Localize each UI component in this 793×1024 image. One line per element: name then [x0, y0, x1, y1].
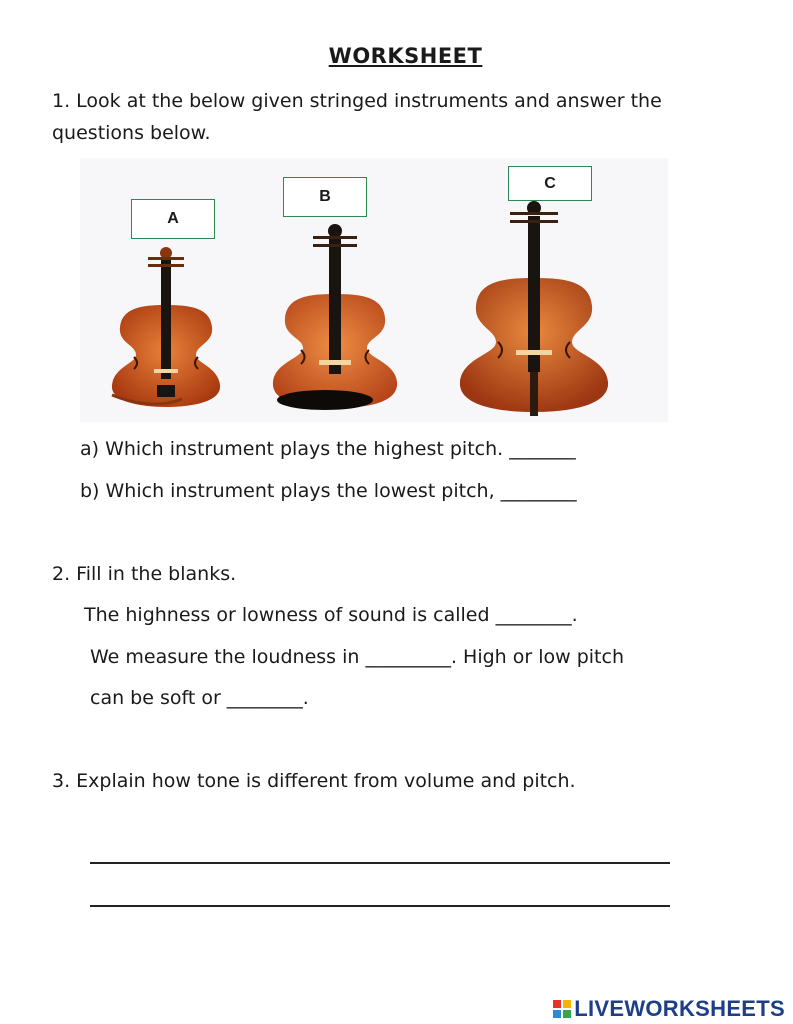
label-box-b: B	[283, 177, 367, 217]
worksheet-title: WORKSHEET	[328, 44, 483, 68]
brand-mark-icon	[553, 1000, 571, 1018]
violin-a-image	[104, 245, 228, 410]
fill-blank-line-1: The highness or lowness of sound is called ________.	[84, 604, 578, 626]
question-2-heading: 2. Fill in the blanks.	[52, 563, 237, 585]
question-1b: b) Which instrument plays the lowest pitch, ________	[80, 480, 577, 502]
liveworksheets-logo	[553, 996, 785, 1022]
question-1-line-1: 1. Look at the below given stringed instruments and answer the	[52, 90, 662, 112]
answer-line-2	[90, 905, 670, 907]
question-1a: a) Which instrument plays the highest pitch. _______	[80, 438, 576, 460]
fill-blank-line-3: can be soft or ________.	[90, 687, 309, 709]
answer-line-1	[90, 862, 670, 864]
brand-square-4	[563, 1010, 571, 1018]
label-box-c: C	[508, 166, 592, 201]
brand-square-1	[553, 1000, 561, 1008]
question-1-line-2: questions below.	[52, 122, 211, 144]
cello-c-image	[452, 200, 616, 418]
viola-b-image	[263, 222, 407, 412]
brand-name: LIVEWORKSHEETS	[574, 996, 785, 1021]
label-box-a: A	[131, 199, 215, 239]
brand-square-3	[553, 1010, 561, 1018]
question-3: 3. Explain how tone is different from volume and pitch.	[52, 770, 576, 792]
fill-blank-line-2: We measure the loudness in _________. High or low pitch	[90, 646, 624, 668]
brand-square-2	[563, 1000, 571, 1008]
